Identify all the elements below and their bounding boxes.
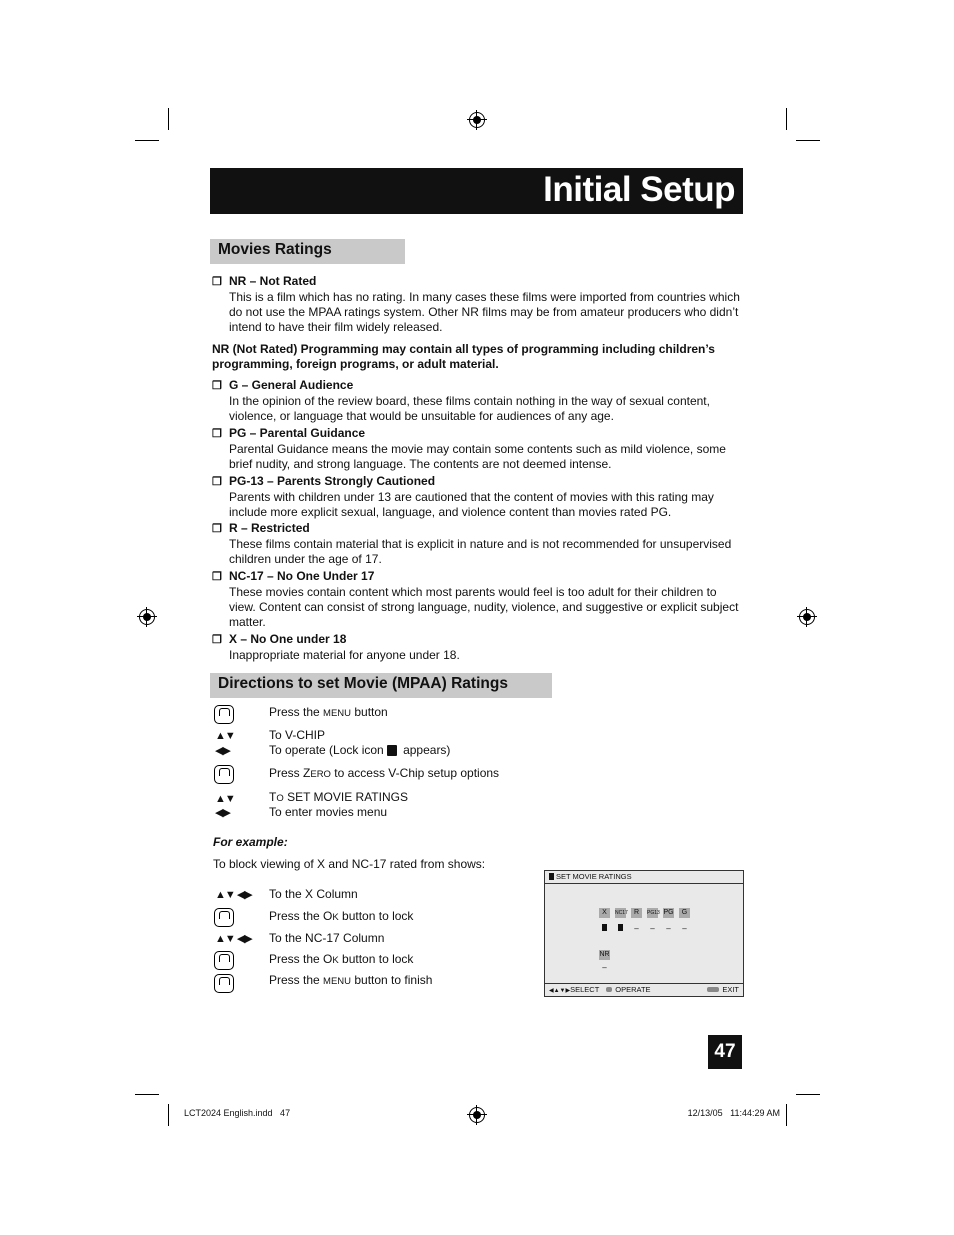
step-press-zero: Press ZERO to access V-Chip setup options <box>269 766 500 780</box>
crop-mark <box>135 1094 159 1095</box>
rating-tag-pg: PG <box>663 909 674 916</box>
rating-tag-g: G <box>679 908 690 918</box>
step-set-movie-ratings: TO SET MOVIE RATINGS <box>269 790 408 804</box>
footer-date: 12/13/05 11:44:29 AM <box>687 1108 780 1118</box>
checkbox-icon: ❒ <box>212 634 222 646</box>
lock-icon <box>599 924 610 933</box>
up-down-arrows-icon: ▲▼ <box>215 793 235 805</box>
checkbox-icon: ❒ <box>212 523 222 535</box>
tv-screen-title-bar: SET MOVIE RATINGS <box>545 871 743 884</box>
page-title-bar <box>210 168 743 214</box>
rating-tag-pg13: PG13 <box>647 910 660 916</box>
rating-item-nc17: ❒ NC-17 – No One Under 17 These movies contain content which most parents would feel is too adult for their children to view. Content can consist of strong language, nudity, violence, and suggestive or explicit subject matter. <box>212 569 739 629</box>
rating-item-nr: ❒ NR – Not Rated This is a film which has no rating. In many cases these films were imported from countries which do not use the MPAA ratings system. Other NR films may be from amateur producers who didn’t intend to have their film widely released. <box>212 274 740 334</box>
crop-mark <box>168 1104 169 1126</box>
warning-text: NR (Not Rated) Programming may contain all types of programming including children’s programming, foreign programs, or adult material. <box>212 342 715 371</box>
rating-item-pg13: ❒ PG-13 – Parents Strongly Cautioned Parents with children under 13 are cautioned that the content of movies with this rating may include more explicit sexual, language, and violence content than movies rated PG. <box>212 474 714 519</box>
lock-icon <box>615 924 626 933</box>
checkbox-icon: ❒ <box>212 571 222 583</box>
rating-value-pg: – <box>666 924 671 933</box>
rating-tag-x: X <box>599 908 610 918</box>
tv-screen-set-movie-ratings <box>544 870 744 997</box>
rating-item-g: ❒ G – General Audience In the opinion of the review board, these films contain nothing in the way of sexual content, violence, or language that would be unsuitable for audiences of any age. <box>212 378 710 423</box>
example-step-x-column: To the X Column <box>269 887 358 901</box>
section-header-directions: Directions to set Movie (MPAA) Ratings <box>210 673 552 698</box>
crop-mark <box>786 1104 787 1126</box>
rating-item-r: ❒ R – Restricted These films contain material that is explicit in nature and is not recommended for unsupervised children under the age of 17. <box>212 521 732 566</box>
example-step-lock-x: Press the OK button to lock <box>269 909 414 923</box>
step-operate: To operate (Lock icon appears) <box>269 743 451 757</box>
up-down-arrows-icon: ▲▼ <box>215 730 235 742</box>
example-step-lock-nc17: Press the OK button to lock <box>269 952 414 966</box>
step-v-chip: To V-CHIP <box>269 728 326 742</box>
section-header-movies-ratings: Movies Ratings <box>210 239 405 264</box>
rating-value-pg13: – <box>650 924 655 933</box>
checkbox-icon: ❒ <box>212 380 222 392</box>
hand-press-icon <box>214 951 234 970</box>
crop-mark <box>796 1094 820 1095</box>
crop-mark <box>135 140 159 141</box>
crop-mark <box>168 108 169 130</box>
left-right-arrows-icon: ◀▶ <box>215 745 230 757</box>
left-right-arrows-icon: ◀▶ <box>215 807 230 819</box>
hand-press-icon <box>214 908 234 927</box>
rating-tag-nc17: NC17 <box>615 910 628 916</box>
hand-press-icon <box>214 705 234 724</box>
rating-item-x: ❒ X – No One under 18 Inappropriate material for anyone under 18. <box>212 632 460 662</box>
rating-value-r: – <box>634 924 639 933</box>
lock-icon <box>387 745 397 756</box>
registration-mark-icon <box>469 1107 485 1123</box>
hand-press-icon <box>214 765 234 784</box>
select-arrows-icon: ◀▲▼▶ <box>549 988 571 994</box>
page-title: Initial Setup <box>543 170 735 209</box>
step-press-menu: Press the MENU button <box>269 705 388 719</box>
crop-mark <box>786 108 787 130</box>
example-step-finish: Press the MENU button to finish <box>269 973 433 987</box>
checkbox-icon: ❒ <box>212 428 222 440</box>
lock-icon <box>549 873 554 880</box>
rating-tag-r: R <box>631 908 642 918</box>
tv-screen-footer: ◀▲▼▶SELECT OPERATE EXIT <box>545 983 743 996</box>
menu-button-icon <box>707 987 719 992</box>
checkbox-icon: ❒ <box>212 476 222 488</box>
example-intro: To block viewing of X and NC-17 rated from shows: <box>213 857 486 871</box>
ok-button-icon <box>606 987 612 992</box>
arrows-icon: ▲▼ ◀▶ <box>215 933 252 945</box>
rating-item-pg: ❒ PG – Parental Guidance Parental Guidance means the movie may contain some contents such as mild violence, some brief nudity, and strong language. The contents are not deemed intense. <box>212 426 726 471</box>
registration-mark-icon <box>469 112 485 128</box>
registration-mark-icon <box>799 609 815 625</box>
checkbox-icon: ❒ <box>212 276 222 288</box>
step-enter-movies-menu: To enter movies menu <box>269 805 388 819</box>
footer-file-info: LCT2024 English.indd 47 <box>184 1108 291 1118</box>
example-label: For example: <box>213 835 288 849</box>
rating-value-g: – <box>682 924 687 933</box>
rating-tag-nr: NR <box>599 951 610 958</box>
page-number: 47 <box>708 1035 742 1069</box>
registration-mark-icon <box>139 609 155 625</box>
rating-value-nr: – <box>602 963 607 972</box>
crop-mark <box>796 140 820 141</box>
arrows-icon: ▲▼ ◀▶ <box>215 889 252 901</box>
example-step-nc17-column: To the NC-17 Column <box>269 931 385 945</box>
hand-press-icon <box>214 974 234 993</box>
